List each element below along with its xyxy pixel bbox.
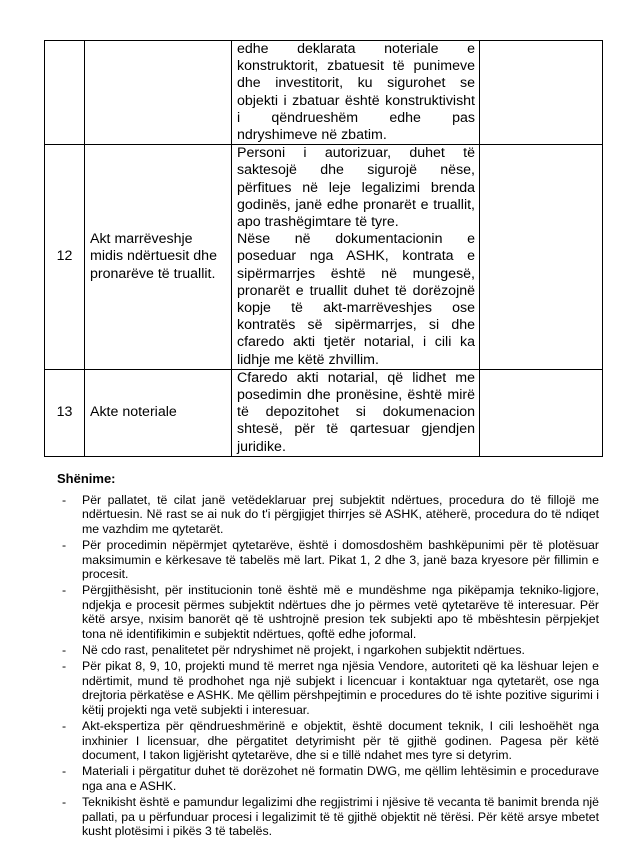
list-item	[62, 538, 599, 581]
bullet-dash: -	[62, 643, 67, 658]
bullet-dash: -	[62, 719, 67, 734]
bullet-dash: -	[62, 583, 67, 598]
bullet-dash: -	[62, 764, 67, 779]
list-item	[62, 583, 599, 641]
note-text: Në cdo rast, penalitetet për ndryshimet në projekt, i ngarkohen subjektit ndërtues.	[82, 643, 525, 658]
row-number-cell: 12	[45, 145, 85, 370]
empty-cell	[480, 369, 603, 456]
bullet-dash: -	[62, 493, 67, 507]
row-number-cell: 13	[45, 369, 85, 456]
notes-list	[62, 493, 599, 838]
description-paragraph: Nëse në dokumentacionin e poseduar nga ASHK, kontrata e sipërmarrjes është në mungesë, pronarët e truallit duhet të dorëzojnë kopje të akt-marrëveshjes ose kontratës së sipërmarrjes, si dhe cfaredo akti tjetër notarial, i cili ka lidhje me këtë zhvillim.	[237, 231, 475, 368]
note-text: Për pallatet, të cilat janë vetëdeklaruar prej subjektit ndërtues, procedura do të fillojë me ndërtuesin. Në rast se ai nuk do t'i përgjigjet thirrjes së ASHK, atëherë, procedura do të ndiqet me vazhdim me qytetarët.	[82, 493, 599, 536]
note-text: Për procedimin nëpërmjet qytetarëve, është i domosdoshëm bashkëpunimi për të plotësuar maksimumin e kërkesave të tabelës më lart. Pikat 1, 2 dhe 3, janë baza kryesore për fillimin e procesit.	[82, 538, 599, 582]
document-name-cell: Akte noteriale	[85, 369, 232, 456]
table-row	[45, 41, 603, 145]
note-text: Materiali i përgatitur duhet të dorëzohet në formatin DWG, me qëllim lehtësimin e procedurave nga ana e ASHK.	[82, 764, 599, 793]
document-name-cell: Akt marrëveshje midis ndërtuesit dhe pronarëve të truallit.	[85, 145, 232, 370]
list-item	[62, 659, 599, 717]
description-cell	[232, 145, 480, 370]
description-cell	[232, 41, 480, 145]
list-item	[62, 795, 599, 838]
row-number-cell	[45, 41, 85, 145]
list-item	[62, 764, 599, 793]
bullet-dash: -	[62, 659, 67, 674]
description-paragraph: edhe deklarata noteriale e konstruktorit, zbatuesit të punimeve dhe investitorit, ku sigurohet se objekti i zbatuar është konstruktivisht i qëndrueshëm edhe pas ndryshimeve në zbatim.	[237, 41, 475, 144]
list-item	[62, 719, 599, 762]
notes-heading: Shënime:	[57, 471, 116, 486]
bullet-dash: -	[62, 538, 67, 553]
empty-cell	[480, 145, 603, 370]
note-text: Akt-ekspertiza për qëndrueshmërinë e objektit, është document teknik, I cili leshoëhët nga inxhinier I licensuar, dhe përgatitet detyrimisht për të gjithë godinen. Pagesa për këtë document, I takon ligjërisht qytetarëve, dhe si e tillë ndahet mes tyre si detyrim.	[82, 719, 599, 762]
bullet-dash: -	[62, 795, 67, 810]
document-name-cell	[85, 41, 232, 145]
description-paragraph: Personi i autorizuar, duhet të saktesojë dhe sigurojë nëse, përfitues në leje legalizimi brenda godinës, janë edhe pronarët e truallit, apo trashëgimtare të tyre.	[237, 145, 475, 231]
note-text: Teknikisht është e pamundur legalizimi dhe regjistrimi i njësive të vecanta të banimit brenda një pallati, pa u përfunduar procesi i legalizimit të të gjithë objektit në tërësi. Për këtë arsye mbetet kusht plotësimi i pikës 3 të tabelës.	[82, 795, 599, 838]
table-row	[45, 145, 603, 370]
note-text: Përgjithësisht, për institucionin tonë është më e mundëshme nga pikëpamja tekniko-ligjore, ndjekja e procesit përmes subjektit ndërtues dhe jo përmes vetë qytetarëve të interesuar. Për këtë arsye, nxisim banorët që të ushtrojnë presion tek subjekti apo të mbështesin përpjekjet tona në identifikimin e subjektit ndërtues, qoftë edhe joformal.	[82, 583, 599, 641]
description-cell	[232, 369, 480, 456]
empty-cell	[480, 41, 603, 145]
table-row	[45, 369, 603, 456]
list-item	[62, 643, 599, 657]
requirements-table	[44, 40, 603, 457]
description-paragraph: Cfaredo akti notarial, që lidhet me posedimin dhe pronësine, është mirë të depozitohet si dokumenacion shtesë, për të qartesuar gjendjen juridike.	[237, 369, 475, 455]
note-text: Për pikat 8, 9, 10, projekti mund të merret nga njësia Vendore, autoriteti që ka lëshuar lejen e ndërtimit, mund të prodhohet nga një subjekt i licencuar i kontaktuar nga qytetarët, ose nga drejtoria përkatëse e ASHK. Me qëllim përshpejtimin e procedures do të ishte pozitive sigurimi i këtij projekti nga vetë subjekti i interesuar.	[82, 659, 599, 717]
list-item	[62, 493, 599, 536]
